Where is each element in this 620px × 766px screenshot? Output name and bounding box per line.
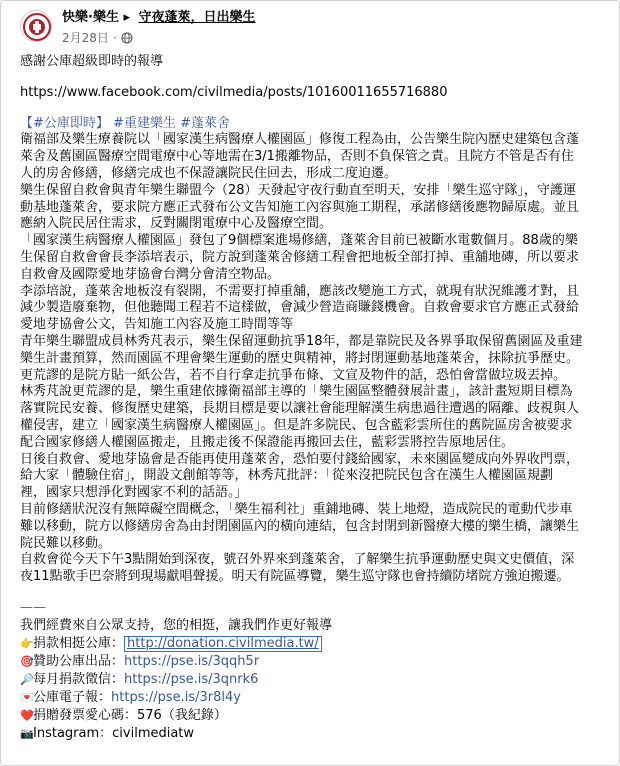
article-line: 日後自救會、愛地芽協會是否能再使用蓬萊舍，恐怕要付錢給國家，未來園區變成向外界收門票， (20, 451, 580, 467)
hashtag-rebuild[interactable]: #重建樂生 (113, 115, 176, 131)
footer-link[interactable]: https://pse.is/3qqh5r (124, 653, 260, 669)
magnifier-icon: 🔎 (20, 672, 34, 686)
arrow-icon: ▸ (123, 10, 131, 25)
article-line: 難以移動，院方以修繕房舍為由封閉園區內的橫向連結，包含封閉到新醫療大樓的樂生橋，讓樂生 (20, 518, 580, 534)
article-line: 萊舍及舊園區醫療空間電療中心等地需在3/1搬離物品，否則不負保管之責。且院方不管是否有住 (20, 149, 574, 165)
article-line: 給大家「體驗住宿」，開設文創館等等，林秀芃批評：「從來沒把院民包含在漢生人權園區規劃 (20, 468, 554, 484)
avatar[interactable] (20, 10, 52, 42)
footer-label: 公庫電子報： (33, 689, 112, 705)
post-header (20, 10, 256, 46)
footer-link[interactable]: https://pse.is/3qnrk6 (124, 671, 259, 687)
target-icon: 🎯 (20, 654, 34, 668)
post-body (20, 54, 605, 743)
footer-label: Instagram：civilmediatw (33, 725, 195, 741)
article-line: 動基地蓬萊舍，要求院方應正式發布公文告知施工內容與施工期程，承諾修繕後應物歸原處。並且 (20, 199, 580, 215)
article-line: 「國家漢生病醫療人權園區」發包了9個標案進場修繕，蓬萊舍目前已被斷水電數個月。88歲的樂 (20, 233, 578, 249)
post-link[interactable]: https://www.facebook.com/civilmedia/posts/10160011655716880 (20, 84, 448, 100)
article-line: 青年樂生聯盟成員林秀芃表示，樂生保留運動抗爭18年，都是靠院民及各界爭取保留舊園區及重建 (20, 333, 583, 349)
article-line: 自救會從今天下午3點開始到深夜，號召外界來到蓬萊舍，了解樂生抗爭運動歷史與文史價值，深 (20, 552, 575, 568)
group-name[interactable]: 守夜蓬萊，日出樂生 (138, 10, 256, 25)
article-line: 人的房舍修繕，修繕完成也不保證讓院民住回去，形成二度迫遷。 (20, 165, 398, 181)
footer-line (20, 725, 605, 743)
globe-icon (121, 32, 133, 44)
separator: —— (20, 599, 46, 615)
footer-label: 捐贈發票愛心碼：576（我紀錄） (33, 707, 227, 723)
hashtag-penglai[interactable]: #蓬萊舍 (180, 115, 230, 131)
footer-label: 贊助公庫出品： (33, 653, 125, 669)
footer-label: 捐款相挺公庫： (33, 635, 125, 651)
article-line: 減少製造廢棄物，但他聽聞工程若不這樣做，會減少營造商賺錢機會。自救會要求官方應正式發給 (20, 300, 580, 316)
footer-line (20, 671, 605, 689)
article-line: 權侵害，建立「國家漢生病醫療人權園區」。但是許多院民、包含藍彩雲所住的舊院區房舍被要求 (20, 417, 573, 433)
support-text: 我們經費來自公眾支持，您的相挺，讓我們作更好報導 (20, 617, 333, 633)
article-line: 樂生保留自救會與青年樂生聯盟今（28）天發起守夜行動直至明天，安排「樂生巡守隊」，守護運 (20, 182, 577, 198)
dot-separator: · (112, 30, 117, 45)
mailbox-icon: 💌 (20, 690, 34, 704)
post-title-row (62, 10, 256, 26)
article-line: 愛地芽協會公文，告知施工內容及施工時間等等 (20, 317, 294, 333)
article-line: 裡，國家只想淨化對國家不利的話語。」 (20, 485, 248, 501)
hashtag-civilmedia[interactable]: 【#公庫即時】 (20, 115, 109, 131)
article-line: 李添培說，蓬萊舍地板沒有裂開，不需要打掉重舖，應該改變施工方式，就現有狀況維護才對，且 (20, 283, 580, 299)
article-line: 應納入院民居住需求，反對關閉電療中心及醫療空間。 (20, 216, 333, 232)
footer-link[interactable]: http://donation.civilmedia.tw/ (124, 636, 322, 652)
avatar-logo-icon (21, 11, 53, 43)
article-line: 更荒謬的是院方貼一紙公告，若不自行拿走抗爭布條、文宣及物件的話，恐怕會當做垃圾丟掉。 (20, 367, 567, 383)
article-line: 衛福部及樂生療養院以「國家漢生病醫療人權園區」修復工程為由，公告樂生院內歷史建築包含蓬 (20, 132, 580, 148)
footer-label: 每月捐款徵信： (33, 671, 125, 687)
article-line: 落實院民安養、修復歷史建築，長期目標是要以讓社會能理解漢生病患過往遭遇的隔離、歧視與人 (20, 401, 580, 417)
article-line: 目前修繕狀況沒有無障礙空間概念，「樂生福利社」重鋪地磚、裝上地燈，造成院民的電動代步車 (20, 501, 573, 517)
article-line: 配合國家修繕人權園區搬走，且搬走後不保證能再搬回去住，藍彩雲將控告原地居住。 (20, 434, 515, 450)
article-line: 院民難以移動。 (20, 535, 112, 551)
footer-line (20, 689, 605, 707)
hashtags (20, 116, 605, 133)
footer-line (20, 707, 605, 725)
post-intro: 感謝公庫超級即時的報導 (20, 54, 164, 69)
heart-icon: ❤️ (20, 708, 34, 722)
article-line: 自救會及國際愛地芽協會台灣分會清空物品。 (20, 266, 281, 282)
article-line: 生保留自救會會長李添培表示，院方說到蓬萊舍修繕工程會把地板全部打掉、重舖地磚，所以要求 (20, 249, 580, 265)
post-meta (62, 29, 256, 46)
support-line (20, 617, 605, 635)
support-section (20, 617, 605, 743)
article-line: 夜11點歌手巴奈將到現場獻唱聲援。明天有院區導覽，樂生巡守隊也會持續防堵院方強迫搬遷。 (20, 569, 570, 585)
footer-link[interactable]: https://pse.is/3r8l4y (111, 689, 241, 705)
post-date[interactable]: 2月28日 (62, 31, 109, 45)
camera-icon: 📷 (20, 726, 34, 740)
article-line: 樂生計畫預算，然而園區不理會樂生運動的歷史與精神，將封閉運動基地蓬萊舍，抹除抗爭歷史。 (20, 350, 580, 366)
point-hand-icon: 👉 (20, 636, 34, 650)
article-line: 林秀芃說更荒謬的是，樂生重建依據衛福部主導的「樂生園區整體發展計畫」，該計畫短期目標為 (20, 384, 573, 400)
article-text (20, 132, 605, 586)
footer-line (20, 653, 605, 671)
footer-line (20, 635, 605, 653)
author-name[interactable]: 快樂·樂生 (62, 10, 119, 25)
